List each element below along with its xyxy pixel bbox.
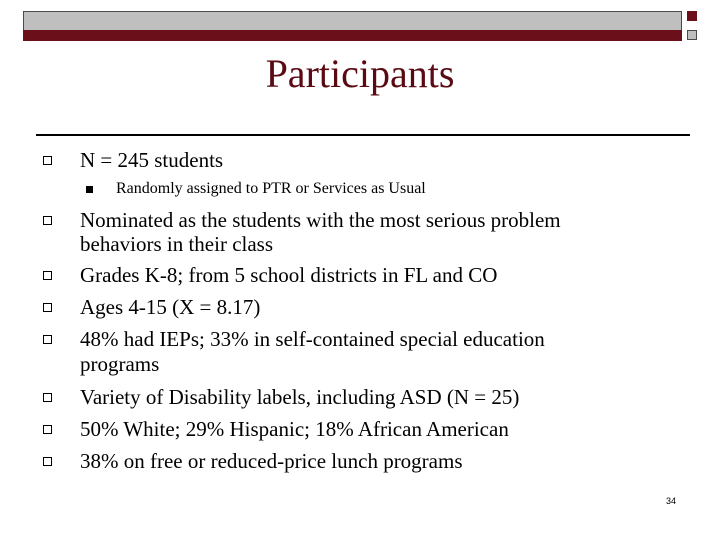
bullet-text: Grades K-8; from 5 school districts in FL and CO — [80, 263, 498, 287]
bullet-text: 50% White; 29% Hispanic; 18% African American — [80, 417, 509, 441]
bullet-text: Variety of Disability labels, including ASD (N = 25) — [80, 385, 520, 409]
slide-title: Participants — [265, 51, 455, 96]
bullet-icon — [43, 303, 52, 312]
bullet-text: 38% on free or reduced-price lunch programs — [80, 449, 463, 473]
bullet-text: Nominated as the students with the most serious problem — [80, 208, 561, 232]
page-number: 34 — [666, 496, 677, 506]
bullet-icon — [43, 393, 52, 402]
bullet-text-continuation: programs — [80, 352, 160, 376]
bullet-icon — [43, 216, 52, 225]
header-red-band — [23, 30, 682, 41]
bullet-text: N = 245 students — [80, 148, 224, 172]
bullet-text: Ages 4-15 (X = 8.17) — [80, 295, 261, 319]
bullet-icon — [43, 156, 52, 165]
bullet-icon — [43, 457, 52, 466]
sub-bullet-text: Randomly assigned to PTR or Services as Usual — [116, 180, 426, 197]
bullet-icon — [43, 335, 52, 344]
header-corner-square-gray — [687, 30, 697, 40]
title-rule — [36, 134, 690, 136]
bullet-icon — [43, 425, 52, 434]
bullet-icon — [43, 271, 52, 280]
header-corner-square-red — [687, 11, 697, 21]
bullet-text: 48% had IEPs; 33% in self-contained special education — [80, 327, 545, 351]
sub-bullet-icon — [86, 186, 93, 193]
header-gray-band — [23, 11, 682, 30]
bullet-text-continuation: behaviors in their class — [80, 232, 274, 256]
